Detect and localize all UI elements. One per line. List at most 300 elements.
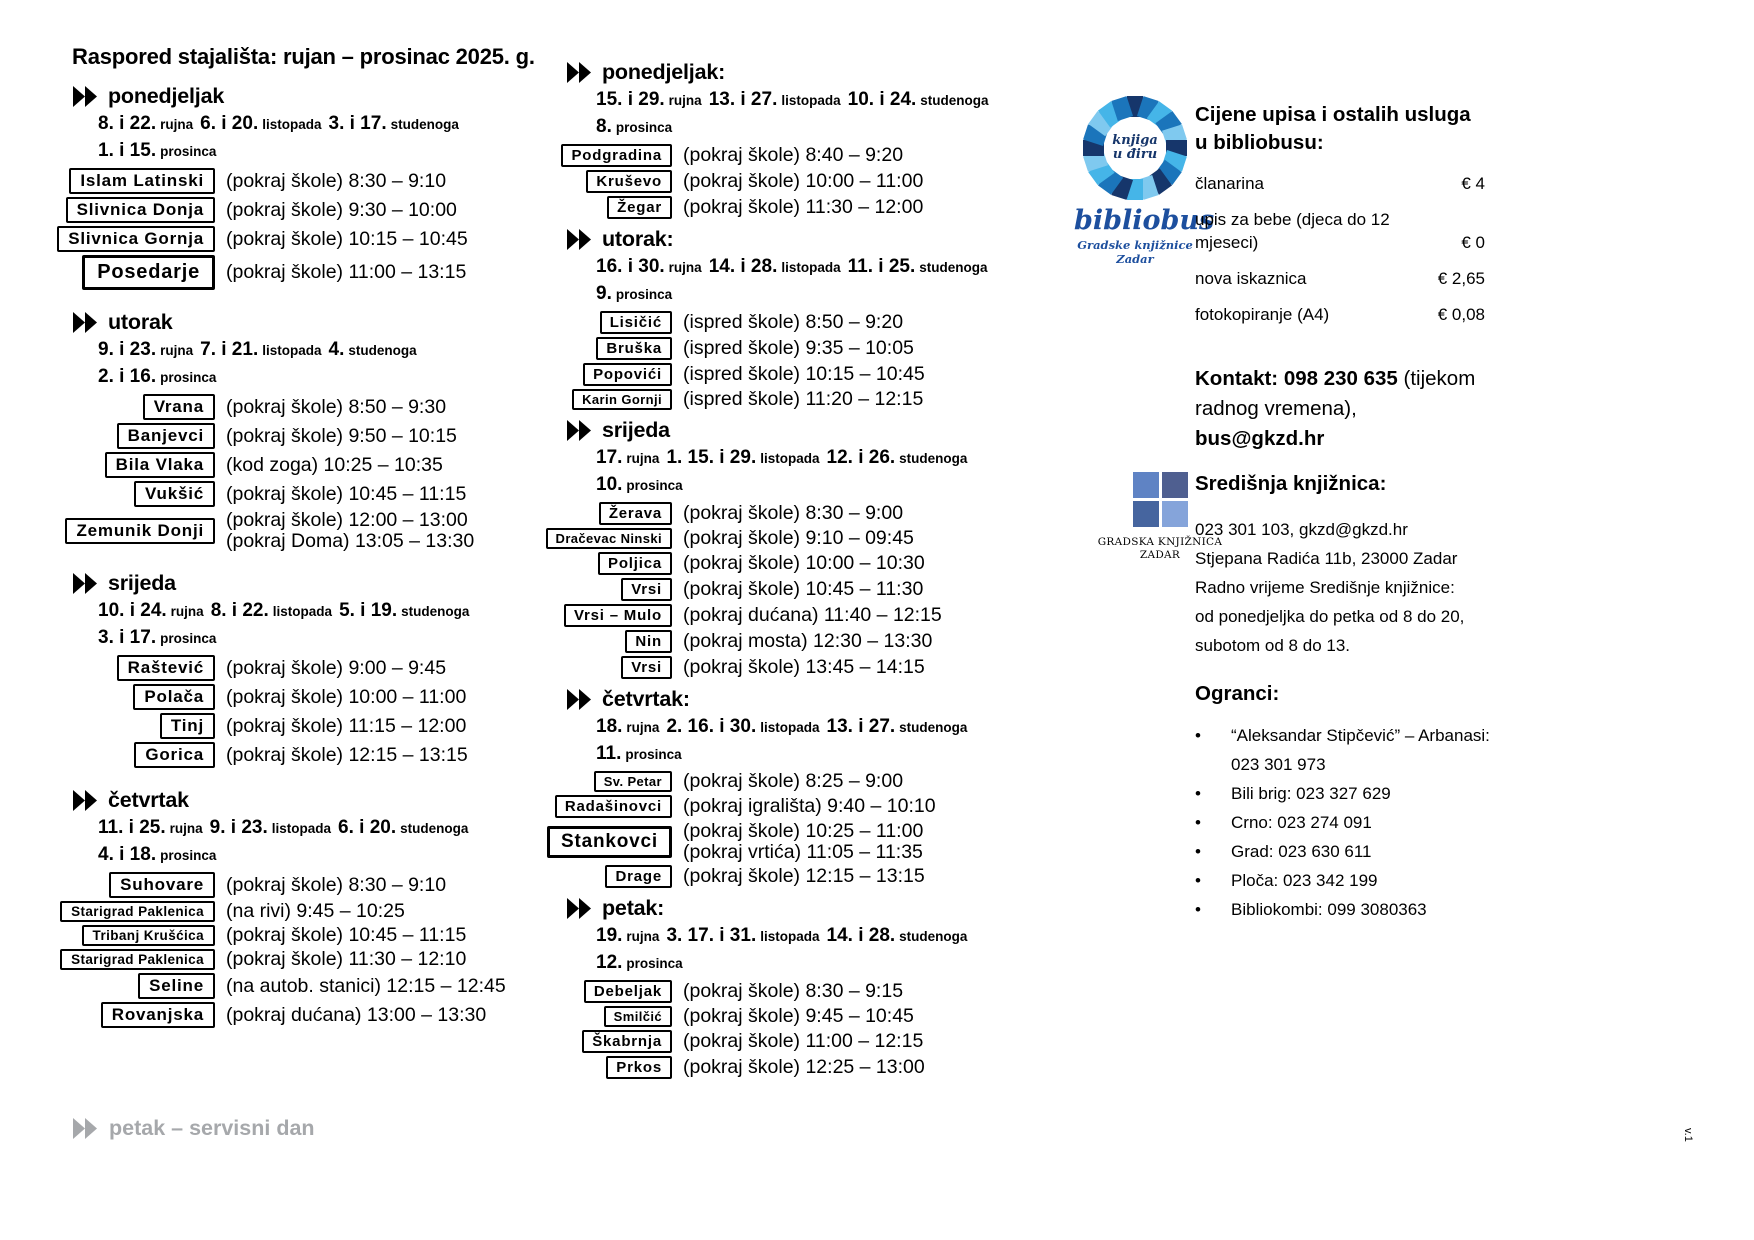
version-label: v.1 <box>1682 1128 1694 1142</box>
stop-times <box>683 338 914 359</box>
branches-heading: Ogranci: <box>1195 682 1280 705</box>
library-logo-line1: GRADSKA KNJIŽNICA <box>1097 536 1223 548</box>
stop-label-column <box>28 949 215 970</box>
stop-label-column <box>520 363 672 386</box>
stop-times <box>683 771 903 792</box>
date-line <box>596 255 1040 279</box>
stop-time-line: (pokraj škole) 10:00 – 10:30 <box>683 552 925 575</box>
stop-time-line: (pokraj škole) 8:50 – 9:30 <box>226 395 447 418</box>
stop-label-column <box>28 655 215 681</box>
date-month: prosinca <box>625 747 682 762</box>
prices-section <box>1195 101 1485 339</box>
date-pair <box>596 925 660 947</box>
date-numbers: 8. <box>596 116 612 137</box>
stop-times <box>226 875 446 896</box>
branch-line: 023 301 973 <box>1231 755 1326 774</box>
date-month: prosinca <box>160 144 217 159</box>
stop-row <box>520 502 1040 525</box>
date-pair <box>596 283 673 304</box>
stop-label-column <box>28 481 215 507</box>
stop-times <box>226 510 474 551</box>
stop-time-line: (pokraj škole) 8:30 – 9:10 <box>226 169 447 192</box>
date-line <box>98 599 528 623</box>
stop-row <box>520 389 1040 410</box>
date-numbers: 3. i 17. <box>98 627 157 649</box>
date-pair <box>596 447 660 468</box>
stop-label-column <box>520 552 672 575</box>
stop-time-line: (pokraj Doma) 13:05 – 13:30 <box>226 529 475 552</box>
price-list <box>1195 172 1485 326</box>
day-header <box>72 84 528 109</box>
price-row <box>1195 267 1485 290</box>
contact-note: (tijekom radnog vremena), <box>1195 367 1476 420</box>
branch-line: Ploča: 023 342 199 <box>1231 871 1378 890</box>
stop-times <box>226 716 466 737</box>
stop-times <box>226 976 506 997</box>
stop-times <box>683 579 923 600</box>
stop-times <box>683 631 932 652</box>
library-square-1 <box>1162 472 1188 498</box>
date-month: rujna <box>160 343 194 358</box>
price-value: € 0,08 <box>1437 305 1485 324</box>
stop-list <box>520 311 1040 410</box>
stop-label-column <box>28 1002 215 1028</box>
stop-label-column <box>520 1030 672 1053</box>
stop-time-line: (pokraj škole) 9:30 – 10:00 <box>226 198 457 221</box>
branch-item <box>1195 837 1545 866</box>
library-squares-icon <box>1133 472 1188 527</box>
date-numbers: 9. <box>596 283 612 304</box>
date-line <box>98 365 528 389</box>
stop-time-line: (pokraj škole) 11:15 – 12:00 <box>226 714 467 737</box>
stop-row <box>28 949 528 970</box>
date-numbers: 10. i 24. <box>98 600 167 622</box>
double-chevron-icon <box>72 1118 99 1139</box>
day-group <box>520 418 1040 679</box>
stop-box: Sv. Petar <box>594 771 672 792</box>
date-pair <box>826 716 968 737</box>
central-library-heading: Središnja knjižnica: <box>1195 472 1387 495</box>
branch-text <box>1231 721 1490 779</box>
price-row <box>1195 303 1485 326</box>
date-month: prosinca <box>626 478 683 493</box>
date-line <box>596 282 1040 306</box>
date-month: rujna <box>668 93 702 108</box>
stop-times <box>683 1031 923 1052</box>
date-month: studenoga <box>899 451 968 466</box>
date-line <box>98 626 528 650</box>
date-pair <box>210 600 333 622</box>
date-numbers: 3. i 17. <box>328 113 387 134</box>
date-pair <box>708 89 841 110</box>
double-chevron-icon <box>72 573 99 594</box>
stop-label-column <box>520 771 672 792</box>
stop-row <box>28 255 528 290</box>
date-month: listopada <box>781 93 841 108</box>
price-label: članarina <box>1195 174 1264 193</box>
stop-row <box>520 196 1040 219</box>
stop-time-line: (pokraj škole) 10:45 – 11:15 <box>226 482 467 505</box>
stop-box: Tinj <box>160 713 215 739</box>
date-pair <box>200 113 322 134</box>
stop-time-line: (pokraj škole) 10:45 – 11:30 <box>683 578 924 601</box>
stop-label-column <box>520 604 672 627</box>
stop-row <box>520 980 1040 1003</box>
stop-time-line: (pokraj škole) 10:15 – 10:45 <box>226 227 468 250</box>
stop-time-line: (ispred škole) 9:35 – 10:05 <box>683 337 914 360</box>
date-pair <box>98 844 217 866</box>
stop-box: Posedarje <box>82 255 215 290</box>
library-square-0 <box>1133 472 1159 498</box>
date-line <box>596 924 1040 948</box>
stop-box: Prkos <box>606 1056 672 1079</box>
central-library-line: od ponedjeljka do petka od 8 do 20, <box>1195 607 1465 626</box>
stop-row <box>28 872 528 898</box>
stop-row <box>520 1056 1040 1079</box>
date-numbers: 6. i 20. <box>200 113 259 134</box>
date-month: studenoga <box>899 929 968 945</box>
stop-box: Starigrad Paklenica <box>60 949 215 970</box>
stop-times <box>226 658 446 679</box>
library-logo-line2: ZADAR <box>1139 549 1181 561</box>
stop-row <box>520 528 1040 549</box>
stop-times <box>683 981 903 1002</box>
stop-list <box>520 771 1040 888</box>
stop-time-line: (pokraj škole) 10:00 – 11:00 <box>683 170 924 193</box>
date-numbers: 18. <box>596 716 623 737</box>
stop-label-column <box>520 656 672 679</box>
stop-box: Vrana <box>143 394 215 420</box>
stop-label-column <box>520 311 672 334</box>
branches-list <box>1195 721 1545 924</box>
double-chevron-icon <box>72 86 99 107</box>
stop-time-line: (pokraj škole) 9:00 – 9:45 <box>226 656 447 679</box>
contact-email: bus@gkzd.hr <box>1195 427 1325 450</box>
date-pair <box>98 339 194 360</box>
date-pair <box>666 447 820 468</box>
double-chevron-icon <box>566 229 593 250</box>
stop-box: Popovići <box>583 363 672 386</box>
date-month: studenoga <box>920 93 989 108</box>
stop-time-line: (pokraj škole) 9:50 – 10:15 <box>226 424 457 447</box>
date-month: studenoga <box>919 260 988 275</box>
date-numbers: 12. <box>596 952 623 974</box>
date-month: prosinca <box>160 631 217 647</box>
stop-label-column <box>520 1006 672 1027</box>
date-pair <box>666 925 820 947</box>
date-month: listopada <box>262 117 322 132</box>
date-numbers: 1. i 15. <box>98 140 157 161</box>
stop-label-column <box>520 170 672 193</box>
stop-times <box>683 553 925 574</box>
stop-box: Gorica <box>134 742 215 768</box>
stop-box: Lisičić <box>600 311 672 334</box>
stop-row <box>28 423 528 449</box>
library-square-3 <box>1162 501 1188 527</box>
stop-label-column <box>520 528 672 549</box>
stop-row <box>520 630 1040 653</box>
stop-times <box>683 866 925 887</box>
bibliobus-ring-icon <box>1083 96 1187 200</box>
date-line <box>98 843 528 867</box>
bibliobus-wordmark: bibliobus <box>1074 205 1215 236</box>
price-label: upis za bebe (djeca do 12 mjeseci) <box>1195 210 1390 252</box>
stop-row <box>520 795 1040 818</box>
stop-time-line: (pokraj dućana) 11:40 – 12:15 <box>683 604 942 627</box>
date-numbers: 11. i 25. <box>847 256 916 277</box>
stop-box: Vukšić <box>134 481 215 507</box>
date-pair <box>328 339 417 360</box>
price-row <box>1195 172 1485 195</box>
page-title: Raspored stajališta: rujan – prosinac 2025. g. <box>72 44 535 69</box>
stop-time-line: (pokraj škole) 12:15 – 13:15 <box>683 865 925 888</box>
service-day-note <box>72 1116 528 1141</box>
date-month: rujna <box>626 451 660 466</box>
branch-item <box>1195 895 1545 924</box>
stop-row <box>28 481 528 507</box>
stop-times <box>226 397 446 418</box>
central-library-line: subotom od 8 do 13. <box>1195 636 1351 655</box>
date-numbers: 11. <box>596 743 622 764</box>
day-name: srijeda <box>602 418 670 442</box>
date-pair <box>200 339 322 360</box>
date-line <box>596 742 1040 766</box>
stop-box: Nin <box>625 630 672 653</box>
stop-list <box>28 394 528 551</box>
date-month: prosinca <box>615 120 673 135</box>
stop-time-line: (pokraj škole) 12:00 – 13:00 <box>226 509 468 531</box>
day-name: utorak <box>108 310 173 334</box>
stop-row <box>520 771 1040 792</box>
stop-time-line: (pokraj škole) 8:30 – 9:00 <box>683 502 904 525</box>
stop-row <box>520 1006 1040 1027</box>
branch-line: Crno: 023 274 091 <box>1231 813 1372 832</box>
central-library-line: 023 301 103, gkzd@gkzd.hr <box>1195 520 1408 539</box>
stop-box: Poljica <box>598 552 672 575</box>
day-name: srijeda <box>108 571 176 596</box>
day-group <box>28 310 528 551</box>
stop-times <box>226 484 466 505</box>
stop-label-column <box>520 1056 672 1079</box>
date-pair <box>338 817 469 839</box>
stop-box: Radašinovci <box>555 795 672 818</box>
stop-time-line: (kod zoga) 10:25 – 10:35 <box>226 453 443 476</box>
date-pair <box>328 113 459 134</box>
stop-label-column <box>28 901 215 922</box>
day-header <box>72 788 528 813</box>
date-pair <box>98 600 204 622</box>
bibliobus-subtitle: Gradske knjižnice Zadar <box>1077 238 1193 266</box>
stop-label-column <box>520 630 672 653</box>
day-name: ponedjeljak <box>108 84 225 108</box>
branch-item <box>1195 808 1545 837</box>
double-chevron-icon <box>566 898 593 919</box>
stop-row <box>520 311 1040 334</box>
stop-row <box>28 510 528 551</box>
stop-box: Slivnica Gornja <box>57 226 215 252</box>
stop-row <box>520 821 1040 862</box>
bibliobus-logo <box>1074 96 1215 266</box>
stop-box: Raštević <box>117 655 215 681</box>
stop-box: Vrsi <box>621 656 672 679</box>
date-pair <box>339 600 470 622</box>
stop-row <box>520 337 1040 360</box>
stop-label-column <box>28 394 215 420</box>
stop-box: Starigrad Paklenica <box>60 901 215 922</box>
bullet-icon: • <box>1195 726 1201 745</box>
stop-row <box>28 1002 528 1028</box>
date-line <box>596 446 1040 470</box>
date-pair <box>596 116 673 137</box>
date-numbers: 5. i 19. <box>339 600 398 622</box>
stop-time-line: (pokraj škole) 10:45 – 11:15 <box>226 924 467 947</box>
stop-box: Islam Latinski <box>69 168 215 194</box>
stop-box: Bruška <box>596 337 672 360</box>
stop-time-line: (pokraj mosta) 12:30 – 13:30 <box>683 630 933 653</box>
stop-label-column <box>28 197 215 223</box>
day-header <box>566 418 1040 443</box>
date-month: prosinca <box>626 956 683 972</box>
stop-times <box>683 1057 925 1078</box>
stop-row <box>28 452 528 478</box>
date-pair <box>98 817 203 839</box>
date-numbers: 15. i 29. <box>596 89 665 110</box>
date-numbers: 10. i 24. <box>847 89 917 110</box>
day-name: utorak: <box>602 227 674 251</box>
stop-label-column <box>520 144 672 167</box>
date-month: prosinca <box>615 287 673 302</box>
branch-text <box>1231 779 1391 808</box>
day-group <box>520 896 1040 1079</box>
stop-label-column <box>520 795 672 818</box>
stop-time-line: (ispred škole) 8:50 – 9:20 <box>683 311 904 334</box>
date-month: listopada <box>760 720 820 735</box>
stop-time-line: (pokraj škole) 8:40 – 9:20 <box>683 144 904 167</box>
stop-times <box>683 364 925 385</box>
day-group <box>28 788 528 1028</box>
stop-times <box>226 455 443 476</box>
branch-item <box>1195 779 1545 808</box>
date-month: studenoga <box>400 821 469 837</box>
date-numbers: 3. 17. i 31. <box>666 925 757 947</box>
date-numbers: 11. i 25. <box>98 817 166 839</box>
service-day-label: petak – servisni dan <box>109 1116 315 1141</box>
stop-row <box>520 604 1040 627</box>
stop-times <box>683 197 923 218</box>
stop-times <box>226 171 446 192</box>
day-header <box>566 60 1040 85</box>
stop-time-line: (pokraj škole) 13:45 – 14:15 <box>683 656 925 679</box>
branch-text <box>1231 837 1372 866</box>
date-month: studenoga <box>348 343 417 358</box>
stop-label-column <box>28 973 215 999</box>
branch-text <box>1231 808 1372 837</box>
stop-row <box>28 901 528 922</box>
date-pair <box>98 627 217 649</box>
date-month: prosinca <box>160 848 217 864</box>
date-line <box>596 715 1040 739</box>
date-line <box>98 816 528 840</box>
stop-label-column <box>520 980 672 1003</box>
bullet-icon: • <box>1195 842 1201 861</box>
stop-box: Seline <box>138 973 215 999</box>
stop-times <box>683 312 903 333</box>
stop-box: Rovanjska <box>101 1002 215 1028</box>
central-library-lines <box>1195 515 1530 660</box>
date-numbers: 4. i 18. <box>98 844 157 866</box>
stop-box: Karin Gornji <box>572 389 672 410</box>
stop-label-column <box>28 168 215 194</box>
stop-time-line: (pokraj vrtića) 11:05 – 11:35 <box>683 840 923 863</box>
date-line <box>596 473 1040 497</box>
stop-row <box>28 925 528 946</box>
stop-label-column <box>520 578 672 601</box>
date-pair <box>98 113 194 134</box>
date-numbers: 7. i 21. <box>200 339 259 360</box>
date-pair <box>847 89 989 110</box>
stop-label-column <box>520 865 672 888</box>
stop-times <box>226 229 468 250</box>
day-header <box>566 227 1040 252</box>
stop-row <box>520 578 1040 601</box>
stop-row <box>28 713 528 739</box>
stop-box: Podgradina <box>561 144 672 167</box>
price-value: € 0 <box>1461 233 1485 252</box>
date-numbers: 13. i 27. <box>708 89 778 110</box>
date-numbers: 8. i 22. <box>98 113 157 134</box>
logo-center-line1: knjiga <box>1112 133 1158 148</box>
stop-time-line: (pokraj škole) 12:15 – 13:15 <box>226 743 468 766</box>
stop-time-line: (ispred škole) 11:20 – 12:15 <box>683 388 924 411</box>
branch-text <box>1231 895 1427 924</box>
stop-times <box>226 200 457 221</box>
bullet-icon: • <box>1195 813 1201 832</box>
date-line <box>596 115 1040 139</box>
day-group <box>28 571 528 768</box>
date-numbers: 17. <box>596 447 623 468</box>
stop-box: Kruševo <box>586 170 672 193</box>
double-chevron-icon <box>72 312 99 333</box>
library-square-2 <box>1133 501 1159 527</box>
day-group <box>520 227 1040 410</box>
stop-times <box>683 171 923 192</box>
date-month: rujna <box>160 117 194 132</box>
branch-line: “Aleksandar Stipčević” – Arbanasi: <box>1231 726 1490 745</box>
date-pair <box>98 140 217 161</box>
stop-list <box>520 144 1040 219</box>
date-numbers: 9. i 23. <box>98 339 157 360</box>
date-pair <box>596 256 702 277</box>
stop-label-column <box>28 684 215 710</box>
stop-row <box>520 144 1040 167</box>
stop-time-line: (pokraj škole) 12:25 – 13:00 <box>683 1056 925 1079</box>
stop-times <box>226 925 466 946</box>
date-numbers: 6. i 20. <box>338 817 397 839</box>
stop-box: Bila Vlaka <box>105 452 215 478</box>
stop-list <box>28 872 528 1028</box>
stop-label-column <box>520 196 672 219</box>
stop-box: Škabrnja <box>582 1030 672 1053</box>
stop-row <box>520 1030 1040 1053</box>
stop-time-line: (ispred škole) 10:15 – 10:45 <box>683 363 925 386</box>
stop-time-line: (pokraj škole) 8:30 – 9:10 <box>226 873 447 896</box>
date-month: rujna <box>626 929 660 945</box>
stop-time-line: (pokraj škole) 10:25 – 11:00 <box>683 820 924 842</box>
stop-times <box>683 503 903 524</box>
date-pair <box>666 716 820 737</box>
stop-box: Dračevac Ninski <box>546 528 672 549</box>
stop-times <box>683 528 914 549</box>
